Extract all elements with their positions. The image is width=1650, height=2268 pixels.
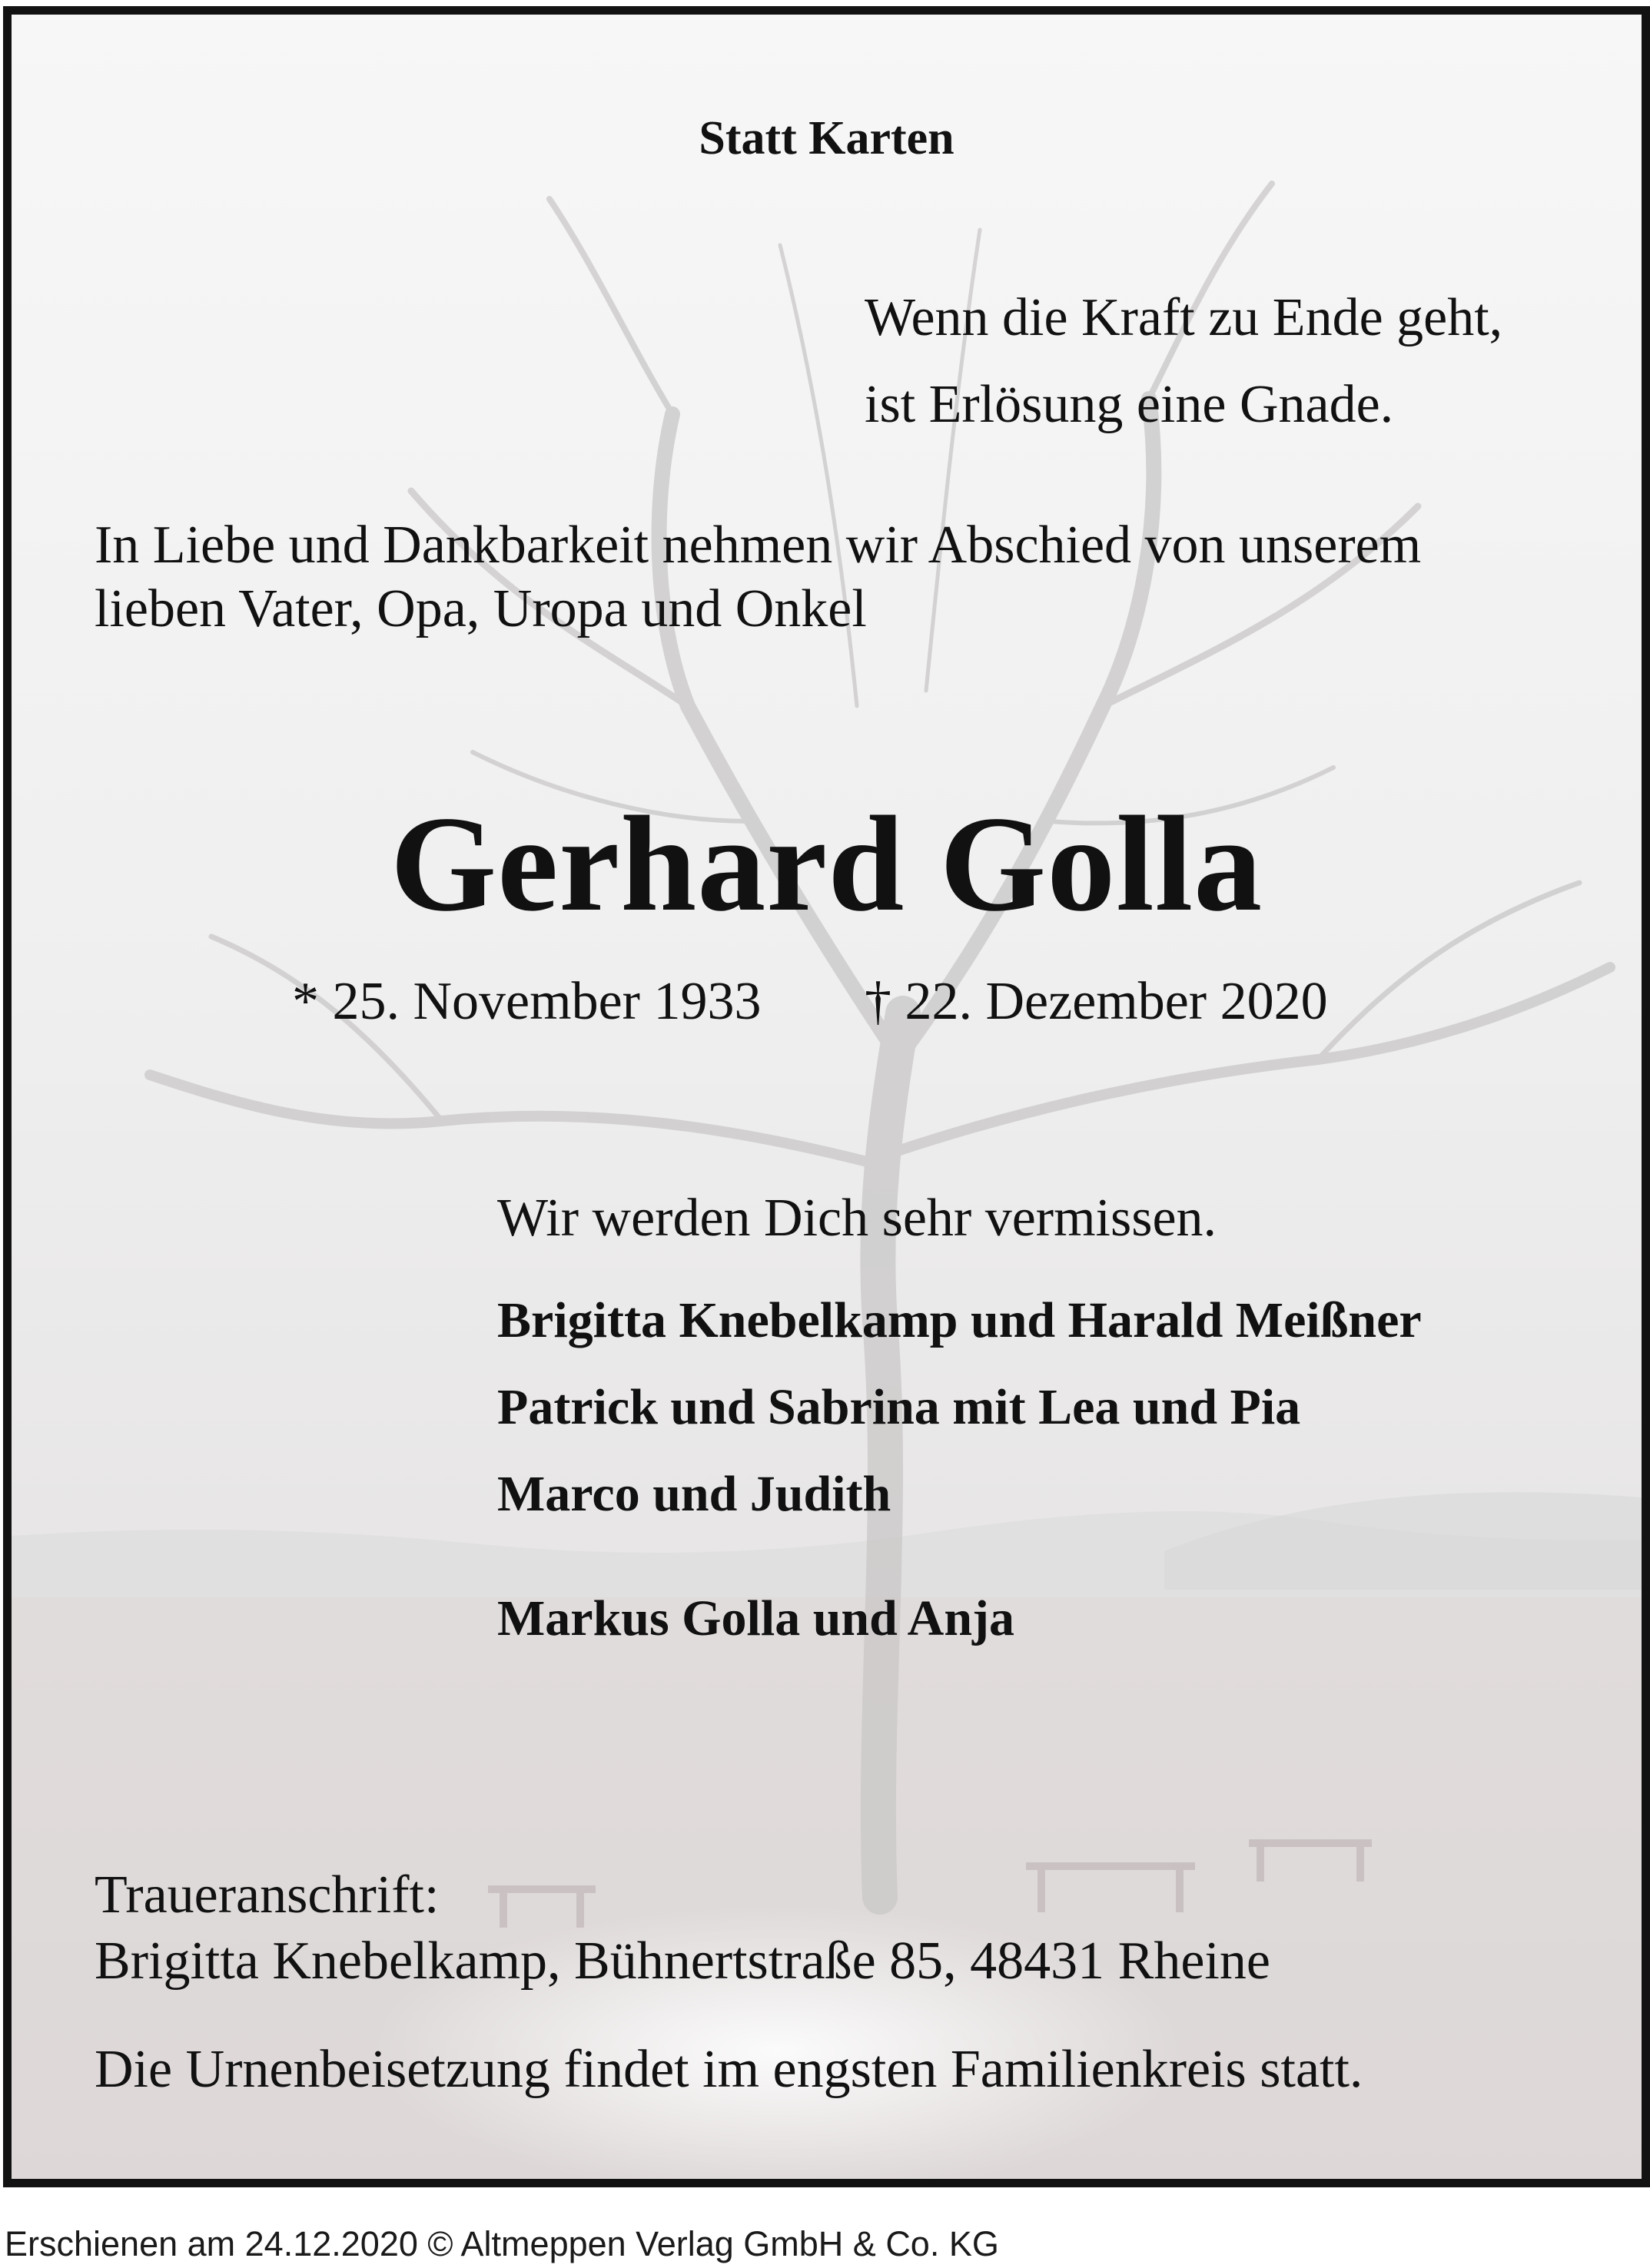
- family-member: Marco und Judith: [497, 1466, 891, 1522]
- mourning-address: [95, 1862, 1270, 1994]
- intro-line: lieben Vater, Opa, Uropa und Onkel: [95, 579, 867, 638]
- obituary-notice: [3, 6, 1650, 2187]
- family-member: Markus Golla und Anja: [497, 1590, 1015, 1646]
- deceased-name: Gerhard Golla: [390, 788, 1263, 940]
- family-member: Patrick und Sabrina mit Lea und Pia: [497, 1379, 1301, 1435]
- family-member: Brigitta Knebelkamp und Harald Meißner: [497, 1292, 1422, 1348]
- intro-text: [95, 513, 1421, 641]
- death-date: † 22. Dezember 2020: [865, 972, 1328, 1031]
- verse-line: ist Erlösung eine Gnade.: [865, 375, 1394, 434]
- birth-date: * 25. November 1933: [292, 972, 762, 1031]
- verse-quote: [865, 274, 1502, 448]
- verse-line: Wenn die Kraft zu Ende geht,: [865, 288, 1503, 347]
- intro-line: In Liebe und Dankbarkeit nehmen wir Abschied von unserem: [95, 516, 1422, 575]
- header-statt-karten: Statt Karten: [699, 112, 954, 164]
- closing-line: Wir werden Dich sehr vermissen.: [497, 1189, 1217, 1248]
- address-label: Traueranschrift:: [95, 1865, 440, 1925]
- burial-note: Die Urnenbeisetzung findet im engsten Familienkreis statt.: [95, 2040, 1363, 2099]
- address-line: Brigitta Knebelkamp, Bühnertstraße 85, 48431 Rheine: [95, 1931, 1270, 1991]
- publication-footer: Erschienen am 24.12.2020 © Altmeppen Verlag GmbH & Co. KG: [5, 2224, 999, 2263]
